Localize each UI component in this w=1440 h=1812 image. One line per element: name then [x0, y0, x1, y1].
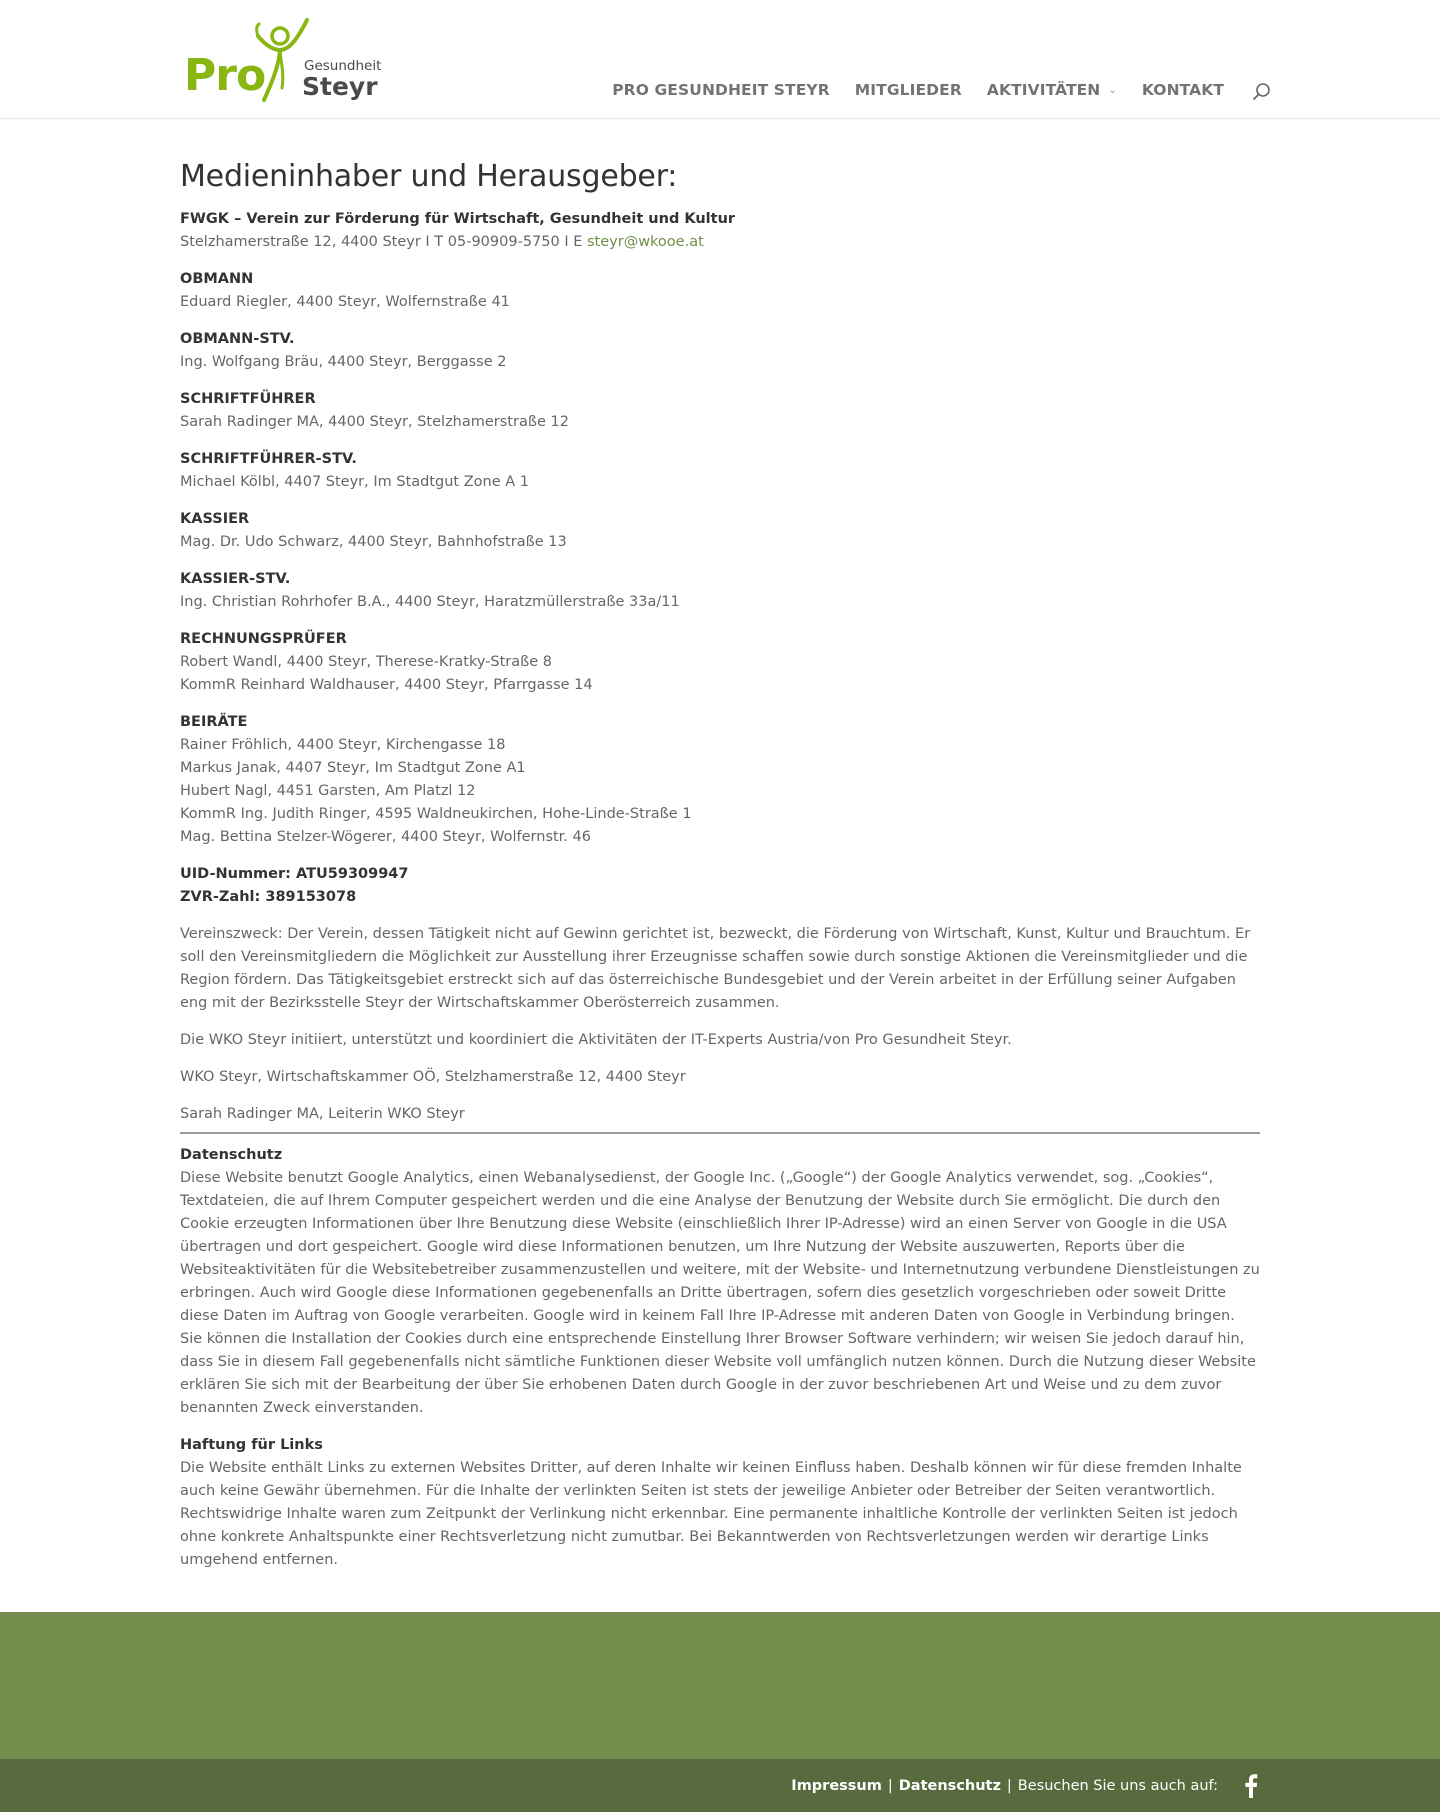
role-block: [180, 268, 1260, 314]
org-address: Stelzhamerstraße 12, 4400 Steyr I T 05-90909-5750 I E: [180, 234, 583, 250]
role-title: KASSIER-STV.: [180, 571, 291, 587]
datenschutz-block: [180, 1144, 1260, 1420]
role-person: Eduard Riegler, 4400 Steyr, Wolfernstraße 41: [180, 294, 510, 310]
role-person: KommR Reinhard Waldhauser, 4400 Steyr, Pfarrgasse 14: [180, 677, 593, 693]
search-icon[interactable]: [1252, 82, 1272, 102]
section-divider: [180, 1132, 1260, 1134]
footer-widget-area: [0, 1612, 1440, 1759]
nav-item-kontakt[interactable]: KONTAKT: [1141, 81, 1224, 99]
site-header: [0, 0, 1440, 119]
footer-bar: [0, 1759, 1440, 1812]
role-person: Sarah Radinger MA, 4400 Steyr, Stelzhamerstraße 12: [180, 414, 569, 430]
nav-item-mitglieder[interactable]: MITGLIEDER: [854, 81, 962, 99]
org-address-line: [180, 231, 1260, 254]
role-person: Ing. Christian Rohrhofer B.A., 4400 Steyr, Haratzmüllerstraße 33a/11: [180, 594, 680, 610]
logo-steyr-text: Steyr: [302, 72, 378, 101]
email-link[interactable]: steyr@wkooe.at: [586, 234, 704, 250]
role-title: SCHRIFTFÜHRER: [180, 391, 316, 407]
role-person: KommR Ing. Judith Ringer, 4595 Waldneukirchen, Hohe-Linde-Straße 1: [180, 806, 692, 822]
role-person: Michael Kölbl, 4407 Steyr, Im Stadtgut Zone A 1: [180, 474, 530, 490]
roles-list: [180, 268, 1260, 849]
role-title: SCHRIFTFÜHRER-STV.: [180, 451, 357, 467]
role-block: [180, 628, 1260, 697]
role-block: [180, 448, 1260, 494]
haftung-title: Haftung für Links: [180, 1437, 323, 1453]
footer-separator: |: [887, 1777, 893, 1794]
footer-visit-text: Besuchen Sie uns auch auf:: [1017, 1777, 1218, 1794]
org-block: [180, 208, 1260, 254]
wko-text: Die WKO Steyr initiiert, unterstützt und koordiniert die Aktivitäten der IT-Experts Austria/von Pro Gesundheit Steyr.: [180, 1032, 1012, 1048]
role-block: [180, 711, 1260, 849]
role-block: [180, 388, 1260, 434]
role-title: KASSIER: [180, 511, 250, 527]
nav-item-aktivitaeten[interactable]: AKTIVITÄTEN ⌄: [986, 81, 1117, 99]
role-title: RECHNUNGSPRÜFER: [180, 631, 347, 647]
vereinszweck-text: Vereinszweck: Der Verein, dessen Tätigkeit nicht auf Gewinn gerichtet ist, bezweckt, die Förderung von Wirtschaft, Kunst, Kultur und Brauchtum. Er soll den Vereinsmitgliedern die Möglichkeit zur Ausstellung ihrer Erzeugnisse schaffen sowie durch sonstige Aktionen die Vereinsmitglieder und die Region fördern. Das Tätigkeitsgebiet erstreckt sich auf das österreichische Bundesgebiet und der Verein arbeitet in der Erfüllung seiner Aufgaben eng mit der Bezirksstelle Steyr der Wirtschaftskammer Oberösterreich zusammen.: [180, 926, 1251, 1011]
role-person: Robert Wandl, 4400 Steyr, Therese-Kratky-Straße 8: [180, 654, 553, 670]
main-nav: [587, 80, 1272, 100]
wko-address: WKO Steyr, Wirtschaftskammer OÖ, Stelzhamerstraße 12, 4400 Steyr: [180, 1069, 686, 1085]
wko-head: Sarah Radinger MA, Leiterin WKO Steyr: [180, 1106, 465, 1122]
datenschutz-title: Datenschutz: [180, 1147, 283, 1163]
site-logo[interactable]: [182, 16, 382, 102]
role-title: BEIRÄTE: [180, 714, 248, 730]
zvr-number: ZVR-Zahl: 389153078: [180, 889, 357, 905]
role-block: [180, 568, 1260, 614]
impressum-link[interactable]: Impressum: [791, 1777, 882, 1794]
role-block: [180, 508, 1260, 554]
role-person: Markus Janak, 4407 Steyr, Im Stadtgut Zone A1: [180, 760, 526, 776]
facebook-icon[interactable]: [1244, 1774, 1258, 1798]
role-person: Mag. Dr. Udo Schwarz, 4400 Steyr, Bahnhofstraße 13: [180, 534, 567, 550]
page-title: Medieninhaber und Herausgeber:: [180, 159, 678, 194]
role-person: Hubert Nagl, 4451 Garsten, Am Platzl 12: [180, 783, 476, 799]
haftung-text: Die Website enthält Links zu externen Websites Dritter, auf deren Inhalte wir keinen Einfluss haben. Deshalb können wir für diese fremden Inhalte auch keine Gewähr übernehmen. Für die Inhalte der verlinkten Seiten ist stets der jeweilige Anbieter oder Betreiber der Seiten verantwortlich. Rechtswidrige Inhalte waren zum Zeitpunkt der Verlinkung nicht erkennbar. Eine permanente inhaltliche Kontrolle der verlinkten Seiten ist jedoch ohne konkrete Anhaltspunkte einer Rechtsverletzung nicht zumutbar. Bei Bekanntwerden von Rechtsverletzungen werden wir derartige Links umgehend entfernen.: [180, 1460, 1242, 1568]
role-title: OBMANN: [180, 271, 254, 287]
role-person: Mag. Bettina Stelzer-Wögerer, 4400 Steyr, Wolfernstr. 46: [180, 829, 591, 845]
role-person: Rainer Fröhlich, 4400 Steyr, Kirchengasse 18: [180, 737, 506, 753]
uid-number: UID-Nummer: ATU59309947: [180, 866, 409, 882]
nav-item-pro-gesundheit-steyr[interactable]: PRO GESUNDHEIT STEYR: [612, 81, 830, 99]
org-name: FWGK – Verein zur Förderung für Wirtschaft, Gesundheit und Kultur: [180, 211, 736, 227]
registration-block: [180, 863, 1260, 909]
datenschutz-link[interactable]: Datenschutz: [898, 1777, 1001, 1794]
footer-separator: |: [1006, 1777, 1012, 1794]
logo-pro-text: Pro: [184, 50, 266, 101]
logo-gesundheit-text: Gesundheit: [304, 58, 382, 74]
datenschutz-text: Diese Website benutzt Google Analytics, einen Webanalysedienst, der Google Inc. („Google“) der Google Analytics verwendet, sog. „Cookies“, Textdateien, die auf Ihrem Computer gespeichert werden und die eine Analyse der Benutzung der Website durch Sie ermöglicht. Die durch den Cookie erzeugten Informationen über Ihre Benutzung diese Website (einschließlich Ihrer IP-Adresse) wird an einen Server von Google in die USA übertragen und dort gespeichert. Google wird diese Informationen benutzen, um Ihre Nutzung der Website auszuwerten, Reports über die Websiteaktivitäten für die Websitebetreiber zusammenzustellen und weitere, mit der Website- und Internetnutzung verbundene Dienstleistungen zu erbringen. Auch wird Google diese Informationen gegebenenfalls an Dritte übertragen, sofern dies gesetzlich vorgeschrieben oder soweit Dritte diese Daten im Auftrag von Google verarbeiten. Google wird in keinem Fall Ihre IP-Adresse mit anderen Daten von Google in Verbindung bringen. Sie können die Installation der Cookies durch eine entsprechende Einstellung Ihrer Browser Software verhindern; wir weisen Sie jedoch darauf hin, dass Sie in diesem Fall gegebenenfalls nicht sämtliche Funktionen dieser Website voll umfänglich nutzen können. Durch die Nutzung dieser Website erklären Sie sich mit der Bearbeitung der über Sie erhobenen Daten durch Google in der zuvor beschriebenen Art und Weise und zu dem zuvor benannten Zweck einverstanden.: [180, 1170, 1260, 1416]
haftung-block: [180, 1434, 1260, 1572]
role-block: [180, 328, 1260, 374]
role-person: Ing. Wolfgang Bräu, 4400 Steyr, Berggasse 2: [180, 354, 507, 370]
main-content: [180, 119, 1260, 1572]
chevron-down-icon: ⌄: [1108, 84, 1117, 96]
role-title: OBMANN-STV.: [180, 331, 295, 347]
